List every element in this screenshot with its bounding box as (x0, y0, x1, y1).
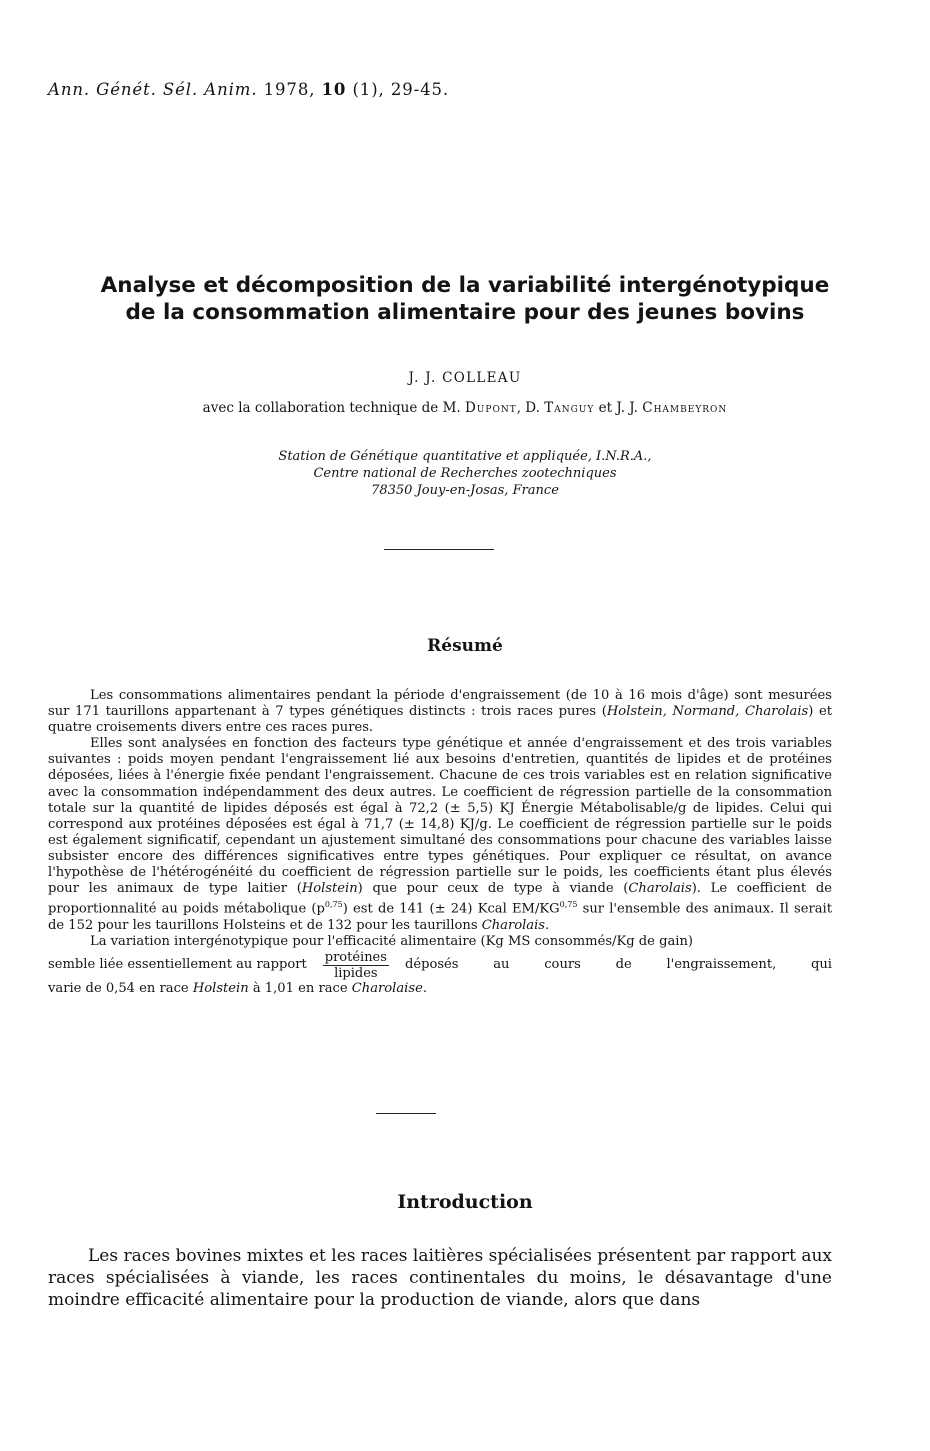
abstract-text: à 1,01 en race (248, 980, 352, 996)
separator-rule (376, 1113, 436, 1114)
separator-rule (384, 549, 494, 550)
abstract-text: . (545, 917, 550, 933)
journal-year: 1978, (263, 80, 316, 99)
fraction-numerator: protéines (324, 949, 387, 965)
ratio-fraction (323, 950, 389, 981)
fraction-denominator: lipides (334, 965, 378, 981)
abstract-text: . (422, 980, 428, 996)
breed-name: Holstein (301, 881, 358, 897)
fraction-line (48, 950, 832, 981)
breed-name: Holstein (192, 980, 249, 996)
introduction-heading: Introduction (397, 1191, 533, 1213)
abstract-text: Elles sont analysées en fonction des facteurs type génétique et année d'engraissement et des trois variables suivantes : poids moyen pendant l'engraissement lié aux besoins d'entretien, quantités de lipides et de protéines déposées, liées à l'énergie fixée pendant l'engraissement. Chacune de ces trois variables est en relation significative avec la consommation indépendamment des deux autres. Le coefficient de régression partielle de la consommation totale sur la quantité de lipides déposés est égal à 72,2 (± 5,5) KJ Énergie Métabolisable/g de lipides. Celui qui correspond aux protéines déposées est égal à 71,7 (± 14,8) KJ/g. Le coefficient de régression partielle sur le poids est également significatif, cependant un ajustement simultané des consommations pour chacune des variables laisse subsister encore des différences significatives entre types génétiques. Pour expliquer ce résultat, on avance l'hypothèse de l'hétérogénéité du coefficient de régression partielle sur le poids, les coefficients étant plus élevés pour les animaux de type laitier ( (48, 736, 832, 897)
collaboration-line (0, 400, 930, 416)
collab-sep-1: , D. (516, 400, 540, 416)
title-line-2: de la consommation alimentaire pour des jeunes bovins (125, 300, 805, 325)
breed-name: Charolais (481, 917, 546, 933)
abstract-text: Les consommations alimentaires pendant la période d'engraissement (de 10 à 16 mois d'âge) sont mesurées sur 171 taurillons appartenant à 7 types génétiques distincts : trois races pures ( (48, 688, 832, 720)
abstract-text: ) que pour ceux de type à viande ( (357, 881, 629, 897)
collab-name-1: Dupont (464, 400, 517, 416)
abstract-body (48, 688, 832, 997)
breed-name: Charolaise (351, 980, 423, 996)
journal-reference (48, 80, 449, 99)
author: J. J. COLLEAU (408, 370, 522, 386)
abstract-paragraph-3: La variation intergénotypique pour l'efficacité alimentaire (Kg MS consommés/Kg de gain) (90, 933, 693, 949)
exponent: 0,75 (559, 900, 578, 910)
resume-heading: Résumé (427, 636, 503, 656)
abstract-paragraph-1 (48, 688, 832, 736)
paper-title (40, 272, 890, 326)
affiliation-line-2: Centre national de Recherches zootechniques (313, 466, 617, 481)
affiliation-line-3: 78350 Jouy-en-Josas, France (371, 483, 559, 498)
journal-volume: 10 (321, 80, 347, 99)
abstract-text: déposés au cours de l'engraissement, qui (404, 957, 832, 973)
affiliation-line-1: Station de Génétique quantitative et appliquée, I.N.R.A., (278, 449, 652, 464)
journal-name: Ann. Génét. Sél. Anim. (48, 80, 258, 99)
introduction-body (48, 1245, 832, 1311)
abstract-text: semble liée essentiellement au rapport (48, 957, 307, 973)
collab-sep-2: et J. J. (598, 400, 638, 416)
abstract-text: ). Le coefficient de proportionnalité au poids métabolique (p (48, 881, 832, 917)
breed-names: Holstein, Normand, Charolais (606, 704, 809, 720)
abstract-text: sur l'ensemble des animaux. Il serait de 152 pour les taurillons Holsteins et de 132 pour les taurillons (48, 901, 832, 933)
collab-prefix: avec la collaboration technique de M. (202, 400, 461, 416)
collab-name-2: Tanguy (544, 400, 595, 416)
journal-issue-pages: (1), 29-45. (352, 80, 450, 99)
affiliation (0, 448, 930, 499)
abstract-text: ) est de 141 (± 24) Kcal EM/KG (342, 901, 560, 917)
collab-name-3: Chambeyron (642, 400, 728, 416)
title-line-1: Analyse et décomposition de la variabilité intergénotypique (100, 273, 830, 298)
breed-name: Charolais (628, 881, 692, 897)
abstract-text: ) et quatre croisements divers entre ces races pures. (48, 704, 832, 736)
abstract-paragraph-3-end (48, 981, 832, 997)
introduction-paragraph: Les races bovines mixtes et les races laitières spécialisées présentent par rapport aux races spécialisées à viande, les races continentales du moins, le désavantage d'une moindre efficacité alimentaire pour la production de viande, alors que dans (48, 1246, 832, 1310)
abstract-text: varie de 0,54 en race (48, 980, 193, 996)
exponent: 0,75 (324, 900, 343, 910)
abstract-paragraph-2 (48, 736, 832, 933)
